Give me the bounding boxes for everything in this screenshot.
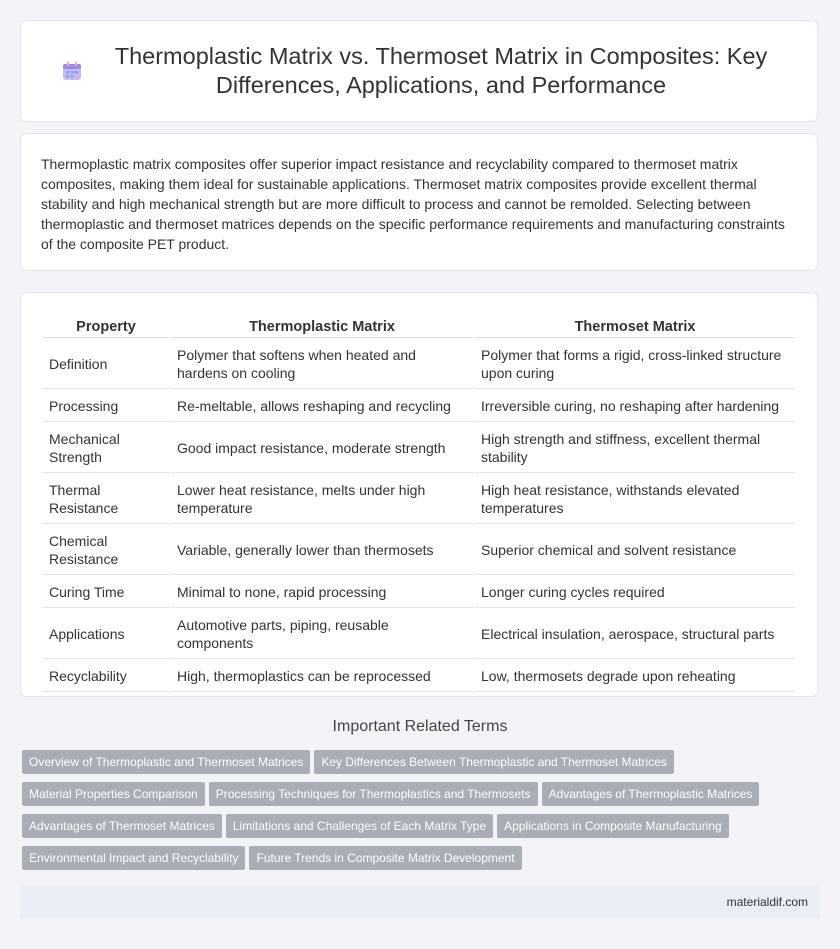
title-card [20,20,818,122]
cell-thermoset: Superior chemical and solvent resistance [475,526,795,575]
related-term-tag[interactable]: Processing Techniques for Thermoplastics and Thermosets [209,782,538,806]
table-row [43,577,795,608]
table-row [43,610,795,659]
related-term-tag[interactable]: Environmental Impact and Recyclability [22,846,245,870]
header-property: Property [43,313,169,338]
cell-property: Applications [43,610,169,659]
calendar-icon [61,60,83,82]
related-term-tag[interactable]: Overview of Thermoplastic and Thermoset Matrices [22,750,310,774]
comparison-table [41,311,797,694]
page-title: Thermoplastic Matrix vs. Thermoset Matrix in Composites: Key Differences, Applications, and Performance [114,43,768,98]
cell-thermoset: Irreversible curing, no reshaping after hardening [475,391,795,422]
comparison-table-card [20,292,818,697]
cell-thermoplastic: Variable, generally lower than thermosets [171,526,473,575]
cell-thermoplastic: Automotive parts, piping, reusable components [171,610,473,659]
related-terms-list [22,750,822,878]
cell-thermoplastic: Good impact resistance, moderate strength [171,424,473,473]
cell-thermoset: Longer curing cycles required [475,577,795,608]
header-thermoplastic: Thermoplastic Matrix [171,313,473,338]
table-row [43,475,795,524]
cell-property: Mechanical Strength [43,424,169,473]
cell-thermoset: Low, thermosets degrade upon reheating [475,661,795,692]
cell-property: Chemical Resistance [43,526,169,575]
table-row [43,340,795,389]
cell-property: Processing [43,391,169,422]
related-term-tag[interactable]: Advantages of Thermoset Matrices [22,814,222,838]
cell-thermoplastic: Minimal to none, rapid processing [171,577,473,608]
cell-thermoplastic: Polymer that softens when heated and hardens on cooling [171,340,473,389]
cell-thermoset: High heat resistance, withstands elevated temperatures [475,475,795,524]
related-terms-heading: Important Related Terms [332,718,508,735]
cell-property: Thermal Resistance [43,475,169,524]
table-row [43,526,795,575]
footer-site-link[interactable]: materialdif.com [726,895,808,909]
cell-thermoplastic: High, thermoplastics can be reprocessed [171,661,473,692]
related-term-tag[interactable]: Advantages of Thermoplastic Matrices [542,782,760,806]
intro-paragraph: Thermoplastic matrix composites offer superior impact resistance and recyclability compared to thermoset matrix composites, making them ideal for sustainable applications. Thermoset matrix composites provide excellent thermal stability and high mechanical strength but are more difficult to process and cannot be remolded. Selecting between thermoplastic and thermoset matrices depends on the specific performance requirements and manufacturing constraints of the composite PET product. [41,156,785,252]
cell-property: Curing Time [43,577,169,608]
related-term-tag[interactable]: Limitations and Challenges of Each Matrix Type [226,814,493,838]
cell-property: Definition [43,340,169,389]
table-row [43,424,795,473]
related-term-tag[interactable]: Future Trends in Composite Matrix Development [249,846,521,870]
cell-property: Recyclability [43,661,169,692]
cell-thermoset: High strength and stiffness, excellent thermal stability [475,424,795,473]
cell-thermoset: Polymer that forms a rigid, cross-linked structure upon curing [475,340,795,389]
title-wrap [21,42,817,100]
intro-card [20,133,818,271]
related-term-tag[interactable]: Material Properties Comparison [22,782,205,806]
related-term-tag[interactable]: Applications in Composite Manufacturing [497,814,728,838]
table-header-row [43,313,795,338]
footer [20,886,820,918]
cell-thermoplastic: Lower heat resistance, melts under high temperature [171,475,473,524]
related-term-tag[interactable]: Key Differences Between Thermoplastic and Thermoset Matrices [314,750,674,774]
table-row [43,661,795,692]
header-thermoset: Thermoset Matrix [475,313,795,338]
table-row [43,391,795,422]
cell-thermoplastic: Re-meltable, allows reshaping and recycling [171,391,473,422]
cell-thermoset: Electrical insulation, aerospace, structural parts [475,610,795,659]
